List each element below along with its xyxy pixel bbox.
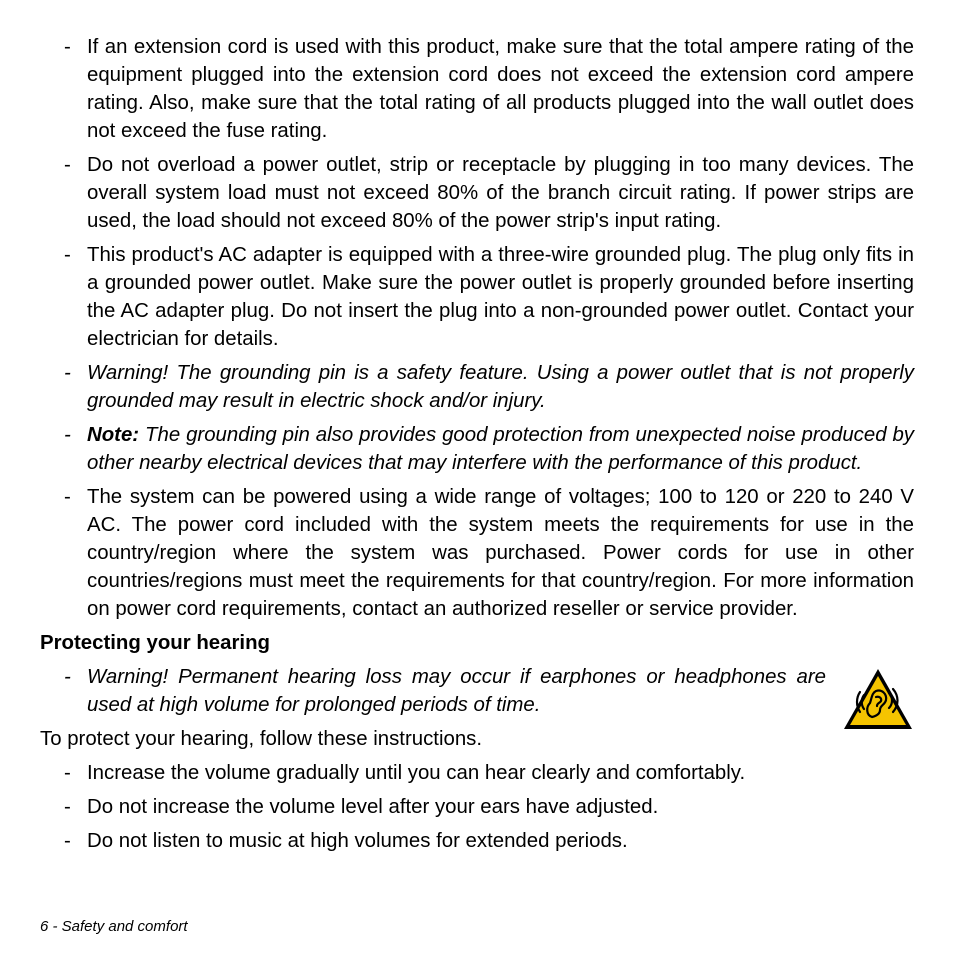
note-label: Note: [87, 424, 140, 446]
page-footer: 6 - Safety and comfort [40, 918, 188, 935]
hearing-intro: To protect your hearing, follow these instructions. [40, 728, 483, 750]
section-heading: Protecting your hearing [40, 632, 270, 654]
document-page [40, 33, 914, 861]
list-item: - Do not overload a power outlet, strip or receptacle by plugging in too many devices. The overall system load must not exceed 80% of the branch circuit rating. If power strips are used, the load should not exceed 80% of the power strip's input rating. [40, 151, 914, 235]
list-item: - The system can be powered using a wide range of voltages; 100 to 120 or 220 to 240 V AC. The power cord included with the system meets the requirements for use in the country/region where the system was purchased. Power cords for use in other countries/regions must meet the requirements for that country/region. For more information on power cord requirements, contact an authorized reseller or service provider. [40, 483, 914, 623]
hearing-warning: - Warning! Permanent hearing loss may occur if earphones or headphones are used at high volume for prolonged periods of time. [40, 663, 826, 719]
hearing-warning-row [40, 663, 914, 719]
note-text: The grounding pin also provides good protection from unexpected noise produced by other nearby electrical devices that may interfere with the performance of this product. [87, 424, 914, 474]
list-item: - Increase the volume gradually until you can hear clearly and comfortably. [40, 759, 914, 787]
grounding-note [40, 421, 914, 477]
list-item: - Do not listen to music at high volumes for extended periods. [40, 827, 914, 855]
grounding-warning: - Warning! The grounding pin is a safety feature. Using a power outlet that is not properly grounded may result in electric shock and/or injury. [40, 359, 914, 415]
list-item: - Do not increase the volume level after your ears have adjusted. [40, 793, 914, 821]
hearing-instructions-list [40, 759, 914, 855]
hearing-warning-list [40, 663, 914, 719]
hearing-warning-icon [842, 667, 914, 731]
list-item: - This product's AC adapter is equipped with a three-wire grounded plug. The plug only fits in a grounded power outlet. Make sure the power outlet is properly grounded before inserting the AC adapter plug. Do not insert the plug into a non-grounded power outlet. Contact your electrician for details. [40, 241, 914, 353]
power-safety-list [40, 33, 914, 623]
list-item: - If an extension cord is used with this product, make sure that the total ampere rating of the equipment plugged into the extension cord does not exceed the extension cord ampere rating. Also, make sure that the total rating of all products plugged into the wall outlet does not exceed the fuse rating. [40, 33, 914, 145]
